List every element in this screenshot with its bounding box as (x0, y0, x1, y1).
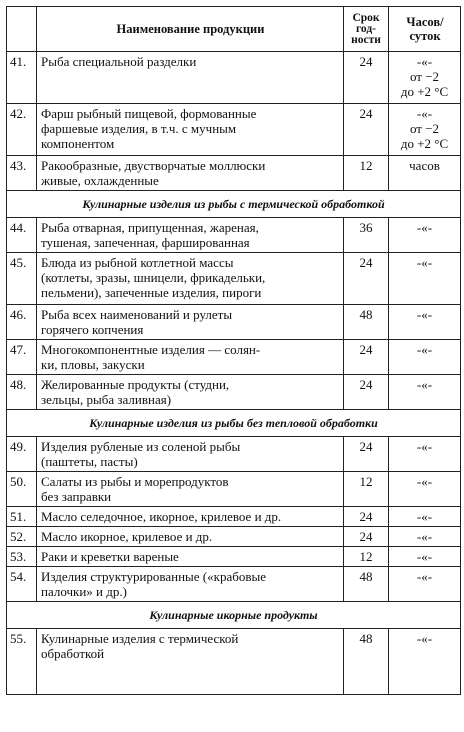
product-name-line: палочки» и др.) (41, 584, 127, 599)
unit-or-condition (389, 305, 461, 340)
header-name-cell: Наименование продукции (37, 7, 344, 52)
table-row (7, 437, 461, 472)
product-name-line: Масло селедочное, икорное, крилевое и др. (41, 509, 282, 524)
table-row (7, 340, 461, 375)
unit-or-condition (389, 437, 461, 472)
shelf-life-value: 48 (344, 305, 389, 340)
product-name-line: Раки и креветки вареные (41, 549, 179, 564)
table-row (7, 253, 461, 305)
unit-line: -«- (416, 631, 433, 646)
product-name-line: тушеная, запеченная, фаршированная (41, 235, 250, 250)
table-row (7, 218, 461, 253)
shelf-life-value: 12 (344, 472, 389, 507)
product-name-line: Фарш рыбный пищевой, формованные (41, 106, 257, 121)
unit-line: -«- (416, 54, 433, 69)
row-number: 55. (7, 629, 37, 695)
unit-or-condition (389, 156, 461, 191)
shelf-life-value: 12 (344, 156, 389, 191)
product-name (37, 104, 344, 156)
product-name-line: зельцы, рыба заливная) (41, 392, 172, 407)
product-name-line: Рыба отварная, припущенная, жареная, (41, 220, 259, 235)
unit-line: -«- (416, 549, 433, 564)
row-number: 44. (7, 218, 37, 253)
shelf-life-value: 24 (344, 437, 389, 472)
product-name (37, 507, 344, 527)
unit-line: до +2 °С (400, 84, 449, 99)
product-name-line: компонентом (41, 136, 115, 151)
product-name (37, 340, 344, 375)
product-name-line: Масло икорное, крилевое и др. (41, 529, 213, 544)
row-number: 42. (7, 104, 37, 156)
table-row (7, 305, 461, 340)
table-row (7, 472, 461, 507)
product-name (37, 218, 344, 253)
unit-line: -«- (416, 529, 433, 544)
unit-line: -«- (416, 474, 433, 489)
product-name-line: Салаты из рыбы и морепродуктов (41, 474, 229, 489)
header-hours-line: суток (409, 29, 441, 43)
table-row (7, 507, 461, 527)
product-name-line: фаршевые изделия, в т.ч. с мучным (41, 121, 237, 136)
header-srok-line: год- (355, 22, 376, 35)
table-row (7, 629, 461, 695)
product-name (37, 375, 344, 410)
product-name (37, 527, 344, 547)
header-srok-line: Срок (352, 11, 380, 24)
product-name (37, 629, 344, 695)
product-name-line: Рыба специальной разделки (41, 54, 197, 69)
product-name (37, 472, 344, 507)
shelf-life-value: 24 (344, 507, 389, 527)
unit-or-condition (389, 629, 461, 695)
unit-line: -«- (416, 220, 433, 235)
product-name (37, 567, 344, 602)
product-name (37, 305, 344, 340)
product-name (37, 52, 344, 104)
unit-or-condition (389, 104, 461, 156)
header-num-cell (7, 7, 37, 52)
unit-or-condition (389, 52, 461, 104)
table-row (7, 567, 461, 602)
product-name-line: горячего копчения (41, 322, 144, 337)
unit-or-condition (389, 567, 461, 602)
product-name-line: Блюда из рыбной котлетной массы (41, 255, 234, 270)
section-heading: Кулинарные изделия из рыбы с термической обработкой (7, 191, 461, 218)
unit-or-condition (389, 340, 461, 375)
section-heading-row (7, 602, 461, 629)
product-name-line: пельмени), запеченные изделия, пироги (41, 285, 262, 300)
product-name-line: обработкой (41, 646, 105, 661)
unit-or-condition (389, 253, 461, 305)
unit-or-condition (389, 547, 461, 567)
shelf-life-value: 24 (344, 375, 389, 410)
table-body (7, 52, 461, 695)
row-number: 45. (7, 253, 37, 305)
table-row (7, 547, 461, 567)
section-heading-row (7, 410, 461, 437)
shelf-life-value: 24 (344, 253, 389, 305)
table-row (7, 104, 461, 156)
row-number: 43. (7, 156, 37, 191)
unit-or-condition (389, 507, 461, 527)
unit-line: -«- (416, 307, 433, 322)
product-name (37, 253, 344, 305)
unit-line: -«- (416, 439, 433, 454)
unit-line: часов (409, 158, 440, 173)
table-row (7, 527, 461, 547)
row-number: 48. (7, 375, 37, 410)
unit-or-condition (389, 527, 461, 547)
section-heading: Кулинарные икорные продукты (7, 602, 461, 629)
shelf-life-value: 24 (344, 104, 389, 156)
product-name-line: Ракообразные, двустворчатые моллюски (41, 158, 266, 173)
product-name-line: (паштеты, пасты) (41, 454, 138, 469)
shelf-life-value: 36 (344, 218, 389, 253)
shelf-life-value: 24 (344, 52, 389, 104)
unit-line: -«- (416, 377, 433, 392)
row-number: 50. (7, 472, 37, 507)
product-name-line: без заправки (41, 489, 112, 504)
shelf-life-value: 24 (344, 340, 389, 375)
product-name (37, 547, 344, 567)
unit-or-condition (389, 375, 461, 410)
product-name (37, 156, 344, 191)
header-srok-line: ности (351, 33, 381, 46)
unit-line: от −2 (409, 69, 440, 84)
unit-line: до +2 °С (400, 136, 449, 151)
unit-line: -«- (416, 255, 433, 270)
shelf-life-value: 12 (344, 547, 389, 567)
row-number: 54. (7, 567, 37, 602)
unit-line: от −2 (409, 121, 440, 136)
unit-or-condition (389, 218, 461, 253)
shelf-life-value: 48 (344, 567, 389, 602)
table-row (7, 156, 461, 191)
shelf-life-value: 48 (344, 629, 389, 695)
header-hours-line: Часов/ (406, 15, 444, 29)
unit-line: -«- (416, 509, 433, 524)
products-shelf-life-table (6, 6, 461, 695)
product-name-line: (котлеты, зразы, шницели, фрикадельки, (41, 270, 266, 285)
product-name-line: Кулинарные изделия с термической (41, 631, 239, 646)
section-heading-row (7, 191, 461, 218)
section-heading: Кулинарные изделия из рыбы без тепловой обработки (7, 410, 461, 437)
product-name-line: Многокомпонентные изделия — солян- (41, 342, 261, 357)
product-name-line: Изделия рубленые из соленой рыбы (41, 439, 241, 454)
header-hours-cell (389, 7, 461, 52)
row-number: 51. (7, 507, 37, 527)
unit-line: -«- (416, 342, 433, 357)
row-number: 49. (7, 437, 37, 472)
product-name (37, 437, 344, 472)
row-number: 52. (7, 527, 37, 547)
header-srok-cell (344, 7, 389, 52)
row-number: 53. (7, 547, 37, 567)
row-number: 41. (7, 52, 37, 104)
product-name-line: Желированные продукты (студни, (41, 377, 230, 392)
unit-line: -«- (416, 106, 433, 121)
table-row (7, 52, 461, 104)
row-number: 46. (7, 305, 37, 340)
unit-line: -«- (416, 569, 433, 584)
shelf-life-value: 24 (344, 527, 389, 547)
product-name-line: Изделия структурированные («крабовые (41, 569, 266, 584)
row-number: 47. (7, 340, 37, 375)
product-name-line: Рыба всех наименований и рулеты (41, 307, 233, 322)
product-name-line: живые, охлажденные (41, 173, 159, 188)
table-header-row (7, 7, 461, 52)
unit-or-condition (389, 472, 461, 507)
product-name-line: ки, пловы, закуски (41, 357, 145, 372)
table-row (7, 375, 461, 410)
